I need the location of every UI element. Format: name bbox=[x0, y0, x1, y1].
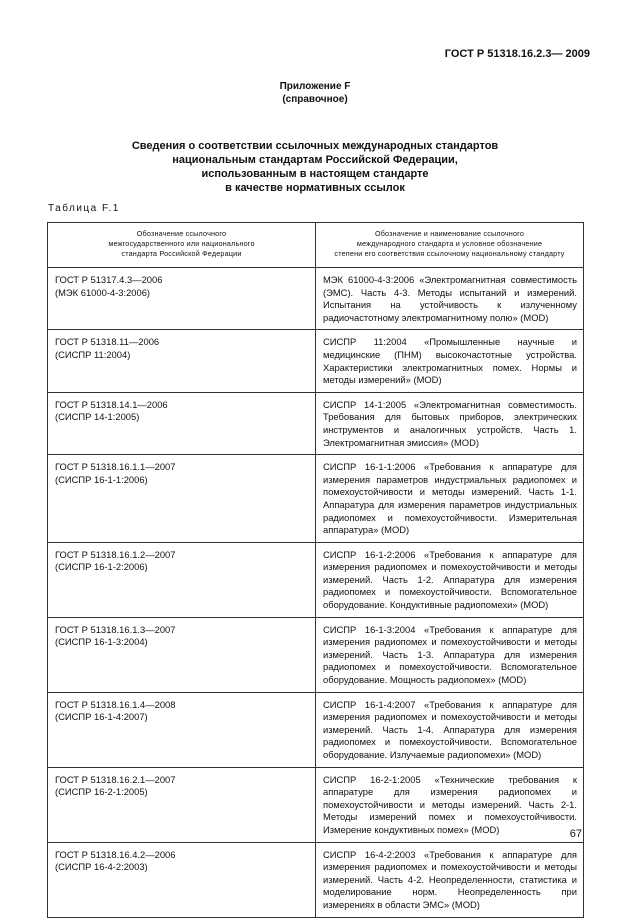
national-standard-cell bbox=[48, 392, 316, 454]
appendix-subtitle: (справочное) bbox=[282, 94, 348, 105]
table-row bbox=[48, 455, 584, 543]
national-standard-cell bbox=[48, 767, 316, 842]
table-row bbox=[48, 330, 584, 392]
equivalent-code: (СИСПР 16-2-1:2005) bbox=[55, 786, 148, 798]
national-standard-cell bbox=[48, 268, 316, 330]
column-header-line: международного стандарта и условное обозначение bbox=[356, 239, 543, 248]
column-header-line: Обозначение и наименование ссылочного bbox=[374, 229, 525, 238]
national-standard-code: ГОСТ Р 51318.14.1—2006 bbox=[55, 398, 168, 410]
international-standard-cell: СИСПР 16-1-1:2006 «Требования к аппаратуре для измерения параметров индустриальных радиопомех и помехоустойчивости и методы измерений. Часть 1-1. Аппаратура для измерения параметров индустриальных радиопомех и помехоустойчивости. Измерительная аппаратура» (MOD) bbox=[316, 455, 584, 543]
international-standard-cell: СИСПР 16-1-4:2007 «Требования к аппаратуре для измерения радиопомех и помехоустойчивости и методы измерений. Часть 1-4. Аппаратура для измерения радиопомех и помехоустойчивости. Вспомогательное оборудование. Излучаемые радиопомехи» (MOD) bbox=[316, 692, 584, 767]
international-standard-cell: СИСПР 16-4-2:2003 «Требования к аппаратуре для измерения радиопомех и помехоустойчивости и методы измерений. Часть 4-2. Неопределенности, статистика и моделирование норм. Неопределенность при измерениях в области ЭМС» (MOD) bbox=[316, 842, 584, 917]
international-standard-cell: СИСПР 16-1-2:2006 «Требования к аппаратуре для измерения радиопомех и помехоустойчивости и методы измерений. Часть 1-2. Аппаратура для измерения радиопомех и помехоустойчивости. Вспомогательное оборудование. Кондуктивные радиопомехи» (MOD) bbox=[316, 542, 584, 617]
national-standard-code: ГОСТ Р 51318.11—2006 bbox=[55, 336, 160, 348]
document-code: ГОСТ Р 51318.16.2.3— 2009 bbox=[444, 48, 590, 60]
table-label: Таблица F.1 bbox=[48, 203, 120, 214]
national-standard-code: ГОСТ Р 51318.16.1.3—2007 bbox=[55, 623, 176, 635]
international-standard-cell: СИСПР 14-1:2005 «Электромагнитная совместимость. Требования для бытовых приборов, электрических инструментов и аналогичных устройств. Часть 1. Электромагнитная эмиссия» (MOD) bbox=[316, 392, 584, 454]
table-row bbox=[48, 692, 584, 767]
table-header-row bbox=[48, 223, 584, 268]
national-standard-code: ГОСТ Р 51318.16.4.2—2006 bbox=[55, 848, 176, 860]
table-row bbox=[48, 617, 584, 692]
table-row bbox=[48, 392, 584, 454]
national-standard-cell bbox=[48, 842, 316, 917]
equivalent-code: (СИСПР 14-1:2005) bbox=[55, 411, 140, 423]
column-header-national bbox=[48, 223, 316, 268]
column-header-line: Обозначение ссылочного bbox=[136, 229, 227, 238]
table-row bbox=[48, 268, 584, 330]
national-standard-code: ГОСТ Р 51318.16.2.1—2007 bbox=[55, 773, 176, 785]
page-number: 67 bbox=[569, 828, 582, 840]
table-row bbox=[48, 542, 584, 617]
national-standard-code: ГОСТ Р 51318.16.1.2—2007 bbox=[55, 548, 176, 560]
international-standard-cell: СИСПР 16-2-1:2005 «Технические требования к аппаратуре для измерения радиопомех и помехоустойчивости и методы измерений. Часть 2-1. Методы измерений помех и помехоустойчивости. Измерение кондуктивных помех» (MOD) bbox=[316, 767, 584, 842]
table-row bbox=[48, 842, 584, 917]
column-header-international bbox=[316, 223, 584, 268]
column-header-line: степени его соответствия ссылочному национальному стандарту bbox=[334, 249, 565, 258]
heading-line: в качестве нормативных ссылок bbox=[225, 182, 405, 194]
appendix-title: Приложение F bbox=[279, 81, 351, 92]
equivalent-code: (СИСПР 11:2004) bbox=[55, 348, 131, 360]
equivalent-code: (СИСПР 16-1-2:2006) bbox=[55, 561, 148, 573]
section-heading bbox=[0, 139, 630, 195]
equivalent-code: (СИСПР 16-1-1:2006) bbox=[55, 473, 148, 485]
equivalent-code: (СИСПР 16-1-4:2007) bbox=[55, 711, 148, 723]
national-standard-cell bbox=[48, 330, 316, 392]
national-standard-code: ГОСТ Р 51318.16.1.1—2007 bbox=[55, 461, 176, 473]
international-standard-cell: СИСПР 16-1-3:2004 «Требования к аппаратуре для измерения радиопомех и помехоустойчивости и методы измерений. Часть 1-3. Аппаратура для измерения радиопомех и помехоустойчивости. Вспомогательное оборудование. Мощность радиопомех» (MOD) bbox=[316, 617, 584, 692]
national-standard-cell bbox=[48, 617, 316, 692]
appendix-block bbox=[0, 80, 630, 106]
equivalent-code: (СИСПР 16-4-2:2003) bbox=[55, 861, 148, 873]
international-standard-cell: СИСПР 11:2004 «Промышленные научные и медицинские (ПНМ) высокочастотные устройства. Характеристики электромагнитных помех. Нормы и методы измерений» (MOD) bbox=[316, 330, 584, 392]
column-header-line: межгосударственного или национального bbox=[108, 239, 255, 248]
national-standard-code: ГОСТ Р 51318.16.1.4—2008 bbox=[55, 698, 176, 710]
national-standard-cell bbox=[48, 692, 316, 767]
heading-line: Сведения о соответствии ссылочных международных стандартов bbox=[131, 140, 499, 152]
national-standard-cell bbox=[48, 455, 316, 543]
equivalent-code: (СИСПР 16-1-3:2004) bbox=[55, 636, 148, 648]
column-header-line: стандарта Российской Федерации bbox=[121, 249, 242, 258]
table-row bbox=[48, 767, 584, 842]
reference-standards-table bbox=[47, 222, 584, 918]
national-standard-cell bbox=[48, 542, 316, 617]
national-standard-code: ГОСТ Р 51317.4.3—2006 bbox=[55, 274, 163, 285]
heading-line: национальным стандартам Российской Федерации, bbox=[172, 154, 458, 166]
international-standard-cell: МЭК 61000-4-3:2006 «Электромагнитная совместимость (ЭМС). Часть 4-3. Методы испытаний и измерений. Испытания на устойчивость к излученному радиочастотному электромагнитному полю» (MOD) bbox=[316, 268, 584, 330]
heading-line: использованным в настоящем стандарте bbox=[201, 168, 429, 180]
equivalent-code: (МЭК 61000-4-3:2006) bbox=[55, 286, 151, 298]
